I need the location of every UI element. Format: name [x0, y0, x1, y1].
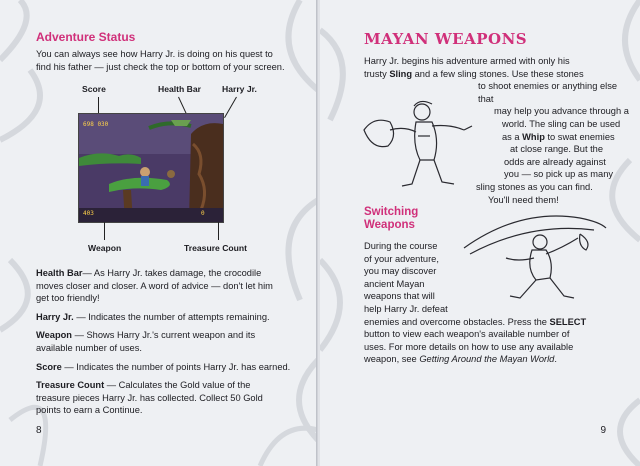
definition-text: — Indicates the number of points Harry Jr. has earned.: [61, 361, 291, 372]
text-line: you may discover: [364, 266, 437, 277]
definition-weapon: [36, 329, 306, 354]
section-heading-line: Weapons: [364, 219, 415, 231]
text-line: help Harry Jr. defeat: [364, 303, 448, 314]
page-number: 8: [36, 425, 42, 436]
term: Health Bar: [36, 268, 83, 278]
hud-treasure-count: 0: [201, 210, 205, 217]
definition-treasure-count: [36, 379, 306, 417]
switching-weapons-paragraph: [364, 240, 634, 366]
text-line: button to view each weapon's available number of: [364, 329, 570, 340]
definition-text: available number of uses.: [36, 342, 142, 353]
text-line: may help you advance through a: [494, 106, 629, 117]
term: Weapon: [36, 330, 72, 341]
definitions-list: [36, 267, 306, 417]
text-line: Harry Jr. begins his adventure armed with only his: [364, 56, 570, 66]
text-line: of your adventure,: [364, 253, 439, 264]
text-line: weapon, see Getting Around the Mayan World.: [364, 354, 557, 365]
term: Treasure Count: [36, 380, 105, 391]
text-line: at close range. But the: [510, 144, 604, 155]
label-health-bar: Health Bar: [158, 84, 201, 94]
definition-text: — Shows Harry Jr.'s current weapon and its: [72, 330, 256, 341]
page-number: 9: [600, 425, 606, 436]
definition-text: — Calculates the Gold value of the: [104, 380, 251, 391]
section-heading: [364, 206, 418, 232]
definition-harry-jr: [36, 311, 306, 324]
definition-text: — As Harry Jr. takes damage, the crocodile: [82, 268, 262, 278]
game-screenshot: [78, 113, 224, 223]
label-score: Score: [82, 84, 106, 94]
cross-reference: Getting Around the Mayan World: [419, 354, 555, 365]
text-line: During the course: [364, 241, 438, 251]
intro-line: find his father — just check the top or bottom of your screen.: [36, 61, 285, 72]
text-line: to shoot enemies or anything else that: [478, 81, 618, 104]
harry-jr-sling-illustration: [360, 96, 480, 192]
text-line: as a Whip to swat enemies: [502, 131, 615, 142]
label-treasure-count: Treasure Count: [184, 243, 248, 253]
definition-text: points to earn a Continue.: [36, 405, 143, 416]
label-weapon: Weapon: [88, 243, 122, 253]
page-heading: MAYAN WEAPONS: [364, 30, 528, 48]
text-line: odds are already against: [504, 156, 606, 167]
definition-text: treasure pieces Harry Jr. has collected. Collect 50 Gold: [36, 392, 263, 403]
term-sling: Sling: [389, 68, 413, 79]
definition-text: moves closer and closer. A word of advice — don't let him: [36, 280, 273, 291]
left-page: [0, 0, 319, 466]
text-line: weapons that will: [364, 291, 435, 302]
intro-paragraph: [36, 48, 285, 73]
text-line: ancient Mayan: [364, 278, 425, 289]
definition-health-bar: [36, 267, 306, 305]
text-line: world. The sling can be used: [502, 118, 621, 129]
page-heading: Adventure Status: [36, 30, 136, 44]
text-line: enemies and overcome obstacles. Press the SELECT: [364, 316, 587, 327]
section-heading-line: Switching: [364, 206, 419, 218]
text-line: uses. For more details on how to use any available: [364, 341, 574, 352]
hud-score: 698 030: [83, 121, 109, 128]
text-line: sling stones as you can find.: [476, 181, 593, 192]
intro-line: You can always see how Harry Jr. is doing on his quest to: [36, 49, 273, 59]
definition-text: — Indicates the number of attempts remaining.: [73, 311, 270, 322]
term-whip: Whip: [522, 131, 545, 142]
right-page: [320, 0, 640, 466]
text-line: You'll need them!: [488, 194, 559, 205]
term: Harry Jr.: [36, 311, 74, 322]
term: Score: [36, 361, 62, 372]
definition-score: [36, 361, 306, 374]
select-button-term: SELECT: [549, 316, 587, 327]
pointer-line: [218, 222, 219, 240]
hud-weapon-count: 403: [83, 210, 94, 217]
label-harry-jr: Harry Jr.: [222, 84, 257, 94]
pointer-line: [224, 97, 237, 118]
definition-text: get too friendly!: [36, 293, 100, 304]
text-line: you — so pick up as many: [504, 169, 614, 180]
pointer-line: [104, 222, 105, 240]
game-scene-illustration: [79, 114, 223, 222]
text-line: trusty Sling and a few sling stones. Use these stones: [364, 68, 584, 79]
